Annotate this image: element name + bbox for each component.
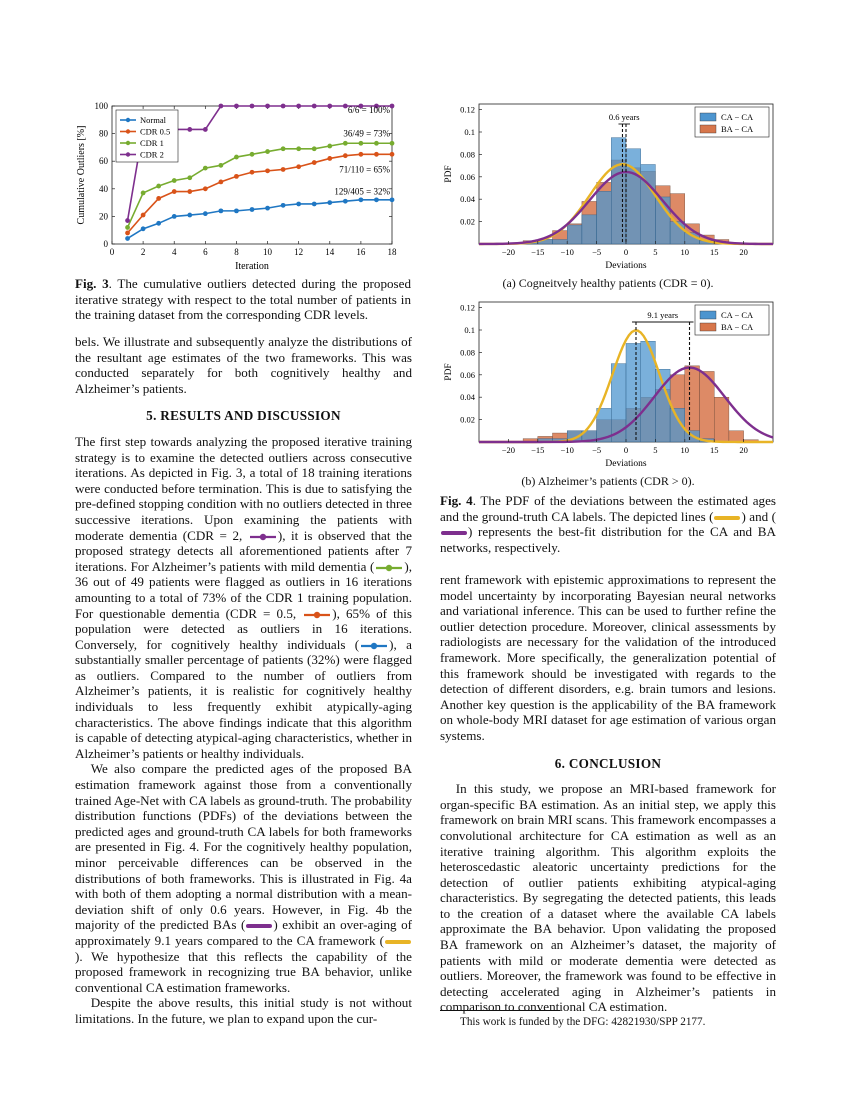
data-point — [234, 104, 239, 109]
y-tick-label: 0.02 — [460, 216, 475, 227]
x-tick-label: 20 — [739, 247, 748, 257]
x-tick-label: 12 — [294, 247, 304, 257]
y-tick-label: 0.06 — [460, 369, 475, 380]
section-heading-results: 5. RESULTS AND DISCUSSION — [146, 408, 341, 424]
x-tick-label: 0 — [109, 247, 115, 257]
data-point — [296, 202, 301, 207]
data-point — [141, 191, 146, 196]
x-tick-label: 18 — [387, 247, 397, 257]
data-point — [312, 146, 317, 151]
y-tick-label: 100 — [94, 101, 108, 111]
text-span: ), 36 out of 49 patients were flagged as outliers in 16 iterations amounting to a total of 73% of the CDR 1 training population. For questionable dementia (CDR = 0.5, — [75, 558, 412, 621]
text-span: ) exhibit an over-aging of approximately 9.1 years compared to the CA framework ( — [75, 917, 412, 948]
x-tick-label: 15 — [709, 445, 719, 455]
legend-marker — [126, 129, 130, 133]
y-axis-label: Cumulative Outliers [%] — [76, 125, 87, 225]
data-point — [358, 141, 363, 146]
ca-line-symbol — [713, 514, 741, 522]
annotation-label: 129/405 = 32% — [334, 186, 390, 197]
ca-hist-bar — [626, 149, 641, 244]
legend-swatch — [700, 323, 716, 331]
legend-label: Normal — [140, 115, 166, 125]
annotation-label: 6/6 = 100% — [347, 105, 390, 116]
data-point — [312, 202, 317, 207]
x-tick-label: −5 — [592, 247, 602, 257]
cdr1-marker-symbol — [374, 563, 404, 573]
x-tick-label: 10 — [680, 247, 690, 257]
fig4-caption-text-2: ) and ( — [741, 508, 776, 524]
ca-hist-bar — [655, 197, 670, 244]
x-tick-label: −10 — [560, 247, 574, 257]
ba-hist-bar — [729, 431, 744, 442]
fig4-caption-text-3: ) represents the best-fit distribution for the CA and BA networks, respectively. — [440, 524, 776, 555]
data-point — [172, 214, 177, 219]
footnote-text: This work is funded by the DFG: 42821930/SPP 2177. — [460, 1016, 706, 1028]
data-point — [281, 146, 286, 151]
y-tick-label: 0 — [103, 239, 108, 249]
y-tick-label: 80 — [99, 128, 108, 139]
legend-label: BA − CA — [721, 322, 754, 332]
x-tick-label: 15 — [709, 247, 719, 257]
x-tick-label: −20 — [501, 247, 516, 257]
x-tick-label: 2 — [140, 247, 146, 257]
data-point — [374, 197, 379, 202]
data-point — [358, 197, 363, 202]
right-column — [440, 572, 776, 1015]
fig3-line-chart — [72, 96, 412, 274]
data-point — [156, 196, 161, 201]
y-tick-label: 0.12 — [460, 104, 475, 115]
data-point — [265, 104, 270, 109]
x-axis-label: Iteration — [235, 261, 269, 272]
legend-label: CDR 2 — [140, 149, 164, 160]
ba-line-symbol — [440, 529, 468, 537]
data-point — [265, 206, 270, 211]
data-point — [250, 170, 255, 175]
data-point — [187, 175, 192, 180]
text-span: ), a substantially smaller percentage of patients (32%) were flagged as outliers. Compared to the number of outliers from Alzheimer’s patients, it is realistic for cognitively healthy individuals to less frequently exhibit atypically-aging characteristics. The above findings indicate that this algorithm is capable of detecting atypical-aging characteristics, whether in Alzheimer’s patients or healthy individuals. — [75, 636, 412, 761]
data-point — [343, 141, 348, 146]
data-point — [203, 166, 208, 171]
y-tick-label: 0.1 — [464, 127, 475, 137]
data-point — [343, 199, 348, 204]
data-point — [296, 164, 301, 169]
data-point — [218, 163, 223, 168]
annotation-label: 71/110 = 65% — [339, 164, 390, 175]
section-heading-conclusion: 6. CONCLUSION — [554, 755, 662, 771]
data-point — [265, 149, 270, 154]
paragraph — [75, 434, 412, 761]
ca-hist-bar — [597, 191, 612, 244]
data-point — [187, 127, 192, 132]
data-point — [218, 104, 223, 109]
text-span: The first step towards analyzing the proposed iterative training strategy is to examine the detected outliers across consecutive iterations. As depicted in Fig. 3, a total of 18 training iterations were conducted before termination. This is due to satisfying the pre-defined stopping condition with no outliers detected in three successive iterations. Upon examining the patients with moderate dementia (CDR = 2, — [75, 433, 412, 543]
data-point — [281, 203, 286, 208]
y-tick-label: 40 — [99, 183, 108, 194]
x-tick-label: −5 — [592, 445, 602, 455]
legend-marker — [126, 118, 130, 122]
data-point — [312, 104, 317, 109]
data-point — [296, 104, 301, 109]
paragraph: In this study, we propose an MRI-based framework for organ-specific BA estimation. As an initial step, we apply this framework on brain MRI scans. This framework encompasses a convolutional architecture for CA estimation as well as an iterative training algorithm. This algorithm exploits the heteroscedastic aleatoric uncertainty predictions for the detection of outlier patients exhibiting atypical-aging characteristics. By segregating the detected patients, this leads to the creation of a dataset where the available CA labels approximate the BA behavior. Upon validating the proposed BA framework on an Alzheimer’s dataset, the majority of patients with mild or moderate dementia were detected as outliers. Moreover, the framework was found to be effective in detecting accelerated aging in Alzheimer’s patients in comparison to conventional CA estimation. — [440, 781, 776, 1015]
data-point — [343, 153, 348, 158]
legend-label: CA − CA — [721, 112, 754, 122]
y-tick-label: 0.08 — [460, 149, 475, 160]
data-point — [187, 189, 192, 194]
data-point — [125, 231, 130, 236]
y-tick-label: 0.04 — [460, 194, 475, 205]
normal-marker-symbol — [359, 641, 389, 651]
fig3-caption-label: Fig. 3 — [75, 276, 109, 291]
data-point — [374, 152, 379, 157]
data-point — [327, 156, 332, 161]
y-tick-label: 0.08 — [460, 347, 475, 358]
legend-label: CDR 1 — [140, 138, 164, 148]
y-tick-label: 0.1 — [464, 325, 475, 335]
x-axis-label: Deviations — [605, 261, 647, 271]
y-tick-label: 60 — [99, 156, 108, 167]
data-point — [281, 104, 286, 109]
fig4-caption-label: Fig. 4 — [440, 493, 473, 508]
data-point — [156, 221, 161, 226]
data-point — [218, 208, 223, 213]
ca-hist-bar — [553, 240, 568, 244]
series-line-normal — [128, 200, 392, 239]
data-point — [390, 197, 395, 202]
x-tick-label: −20 — [501, 445, 516, 455]
data-point — [390, 141, 395, 146]
text-span: ), it is observed that the proposed strategy detects all aforementioned patients after 7 iterations. For Alzheimer’s patients with mild dementia ( — [75, 527, 412, 574]
x-tick-label: 0 — [623, 247, 629, 257]
data-point — [172, 178, 177, 183]
data-point — [390, 104, 395, 109]
data-point — [250, 207, 255, 212]
data-point — [125, 225, 130, 230]
data-point — [141, 226, 146, 231]
annotation-label: 36/49 = 73% — [343, 128, 390, 139]
data-point — [187, 213, 192, 218]
data-point — [390, 152, 395, 157]
legend-marker — [126, 152, 130, 156]
paragraph: bels. We illustrate and subsequently analyze the distributions of the resultant age estimates of the two frameworks. This was conducted separately for both cognitively healthy and Alzheimer’s patients. — [75, 334, 412, 396]
x-tick-label: −15 — [531, 247, 545, 257]
x-tick-label: 5 — [653, 247, 658, 257]
legend-swatch — [700, 113, 716, 121]
legend-swatch — [700, 311, 716, 319]
fig4a-subcaption: (a) Cogneitvely healthy patients (CDR = 0). — [502, 276, 714, 290]
x-tick-label: 5 — [653, 445, 658, 455]
data-point — [281, 167, 286, 172]
data-point — [296, 146, 301, 151]
text-span: ), 65% of this population were detected as outliers in 16 iterations. Conversely, for cognitively healthy individuals ( — [75, 605, 412, 652]
y-axis-label: PDF — [444, 165, 454, 183]
x-tick-label: 4 — [171, 247, 177, 257]
fig4b-histogram — [437, 298, 779, 470]
ca-hist-bar — [611, 138, 626, 244]
text-span: We also compare the predicted ages of the proposed BA estimation framework against those from a conventionally trained Age-Net with CA labels as ground-truth. The probability distribution functions (PDFs) of the deviations between the predicted ages and ground-truth CA labels for both frameworks are presented in Fig. 4. For the cognitively healthy population, minor perceivable differences can be observed in the distributions of both frameworks. This is illustrated in Fig. 4a with both of them adopting a normal distribution with a mean-deviation shift of only 0.6 years. However, in Fig. 4b the majority of the predicted BAs ( — [75, 761, 412, 933]
legend-marker — [126, 141, 130, 145]
data-point — [156, 184, 161, 189]
paragraph — [75, 761, 412, 995]
data-point — [327, 200, 332, 205]
ca-hist-bar — [626, 343, 641, 442]
data-point — [250, 152, 255, 157]
x-tick-label: 10 — [680, 445, 690, 455]
paragraph: rent framework with epistemic approximations to represent the model uncertainty by incorporating Bayesian neural networks and variational inference. This can be used to further refine the outlier detection procedure. Moreover, clinical assessments by radiologists are necessary for the validation of the introduced framework. More specifically, the generalization potential of this framework should be investigated with regards to the detection of different disorders, e.g. brain tumors and lesions. Another key question is the applicability of the BA framework on whole-body MRI dataset for age estimation of various organ systems. — [440, 572, 776, 743]
data-point — [203, 127, 208, 132]
y-tick-label: 0.02 — [460, 414, 475, 425]
data-point — [374, 141, 379, 146]
fig4b-subcaption: (b) Alzheimer’s patients (CDR > 0). — [521, 474, 695, 488]
ba-line-symbol — [245, 922, 273, 930]
data-point — [203, 211, 208, 216]
data-point — [141, 213, 146, 218]
x-tick-label: 6 — [203, 247, 208, 257]
x-tick-label: 8 — [234, 247, 239, 257]
footnote — [440, 1010, 775, 1028]
fig3-caption — [75, 276, 411, 323]
data-point — [265, 168, 270, 173]
x-tick-label: 14 — [325, 247, 335, 257]
fig4a-histogram — [437, 100, 779, 272]
x-tick-label: 10 — [263, 247, 273, 257]
fig4-caption-text-1: . The PDF of the deviations between the estimated ages and the ground-truth CA labels. The depicted lines ( — [440, 493, 776, 524]
data-point — [327, 104, 332, 109]
legend-label: BA − CA — [721, 124, 754, 134]
footnote-rule — [440, 1010, 560, 1011]
x-tick-label: 16 — [356, 247, 366, 257]
cdr05-marker-symbol — [302, 610, 332, 620]
left-column — [75, 334, 412, 1027]
y-tick-label: 0.04 — [460, 392, 475, 403]
ba-hist-bar — [714, 397, 729, 442]
data-point — [358, 152, 363, 157]
annotation-label: 0.6 years — [608, 112, 640, 122]
annotation-label: 9.1 years — [647, 310, 679, 320]
data-point — [250, 104, 255, 109]
data-point — [203, 186, 208, 191]
data-point — [327, 144, 332, 149]
y-tick-label: 0.06 — [460, 171, 475, 182]
paragraph: Despite the above results, this initial study is not without limitations. In the future, we plan to expand upon the cur- — [75, 995, 412, 1026]
y-tick-label: 0.12 — [460, 302, 475, 313]
x-tick-label: 20 — [739, 445, 748, 455]
x-tick-label: −15 — [531, 445, 545, 455]
legend-label: CDR 0.5 — [140, 126, 171, 137]
fig3-caption-text: . The cumulative outliers detected during the proposed iterative strategy with respect to the total number of patients in the training dataset from the corresponding CDR levels. — [75, 276, 411, 323]
data-point — [218, 180, 223, 185]
x-tick-label: −10 — [560, 445, 574, 455]
ca-hist-bar — [582, 215, 597, 244]
ca-hist-bar — [567, 225, 582, 244]
data-point — [234, 155, 239, 160]
data-point — [234, 174, 239, 179]
y-axis-label: PDF — [444, 363, 454, 381]
data-point — [312, 160, 317, 165]
legend-swatch — [700, 125, 716, 133]
y-tick-label: 20 — [99, 211, 108, 222]
cdr2-marker-symbol — [248, 532, 278, 542]
fig4-caption — [440, 493, 776, 555]
data-point — [172, 189, 177, 194]
ca-line-symbol — [384, 938, 412, 946]
data-point — [125, 218, 130, 223]
text-span: ). We hypothesize that this reflects the capability of the proposed framework in recognizing true BA behavior, unlike conventional CA estimation frameworks. — [75, 948, 412, 995]
data-point — [234, 208, 239, 213]
data-point — [125, 236, 130, 241]
legend-label: CA − CA — [721, 310, 754, 320]
x-axis-label: Deviations — [605, 459, 647, 469]
x-tick-label: 0 — [623, 445, 629, 455]
